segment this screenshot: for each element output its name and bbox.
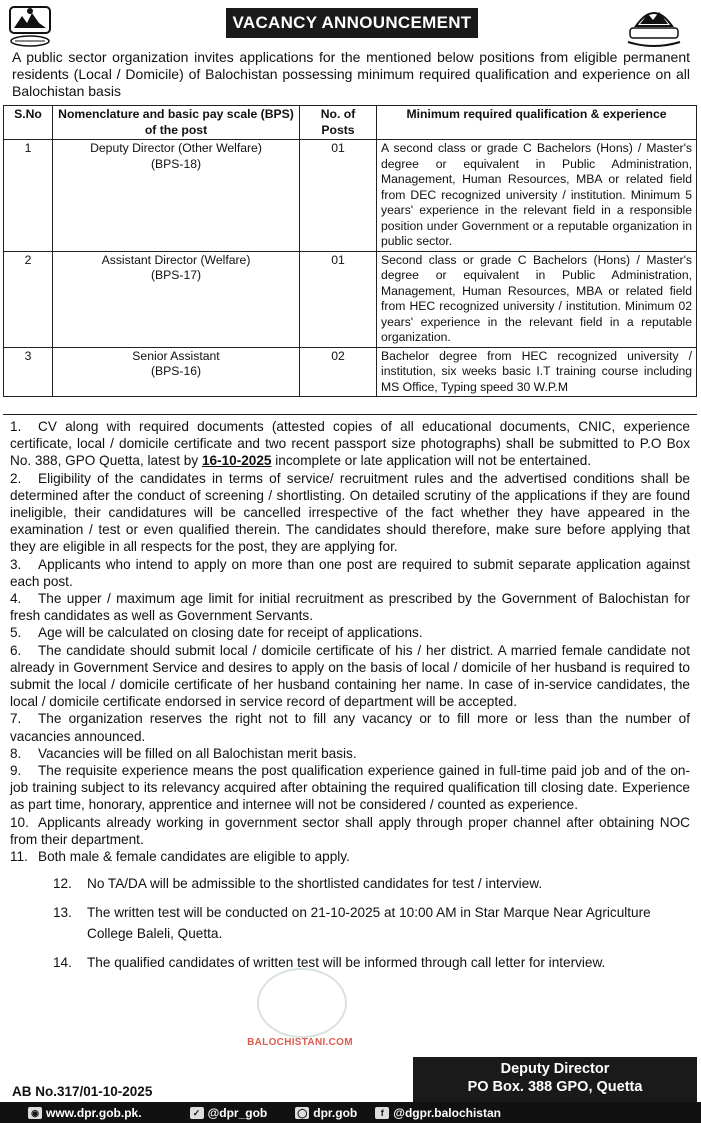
cell-post-name bbox=[53, 140, 300, 252]
cell-posts: 01 bbox=[300, 251, 377, 347]
balochistan-emblem-logo bbox=[8, 4, 52, 48]
term-11: 11. Both male & female candidates are eligible to apply. bbox=[10, 849, 350, 865]
footer-website[interactable]: ◉ www.dpr.gob.pk. bbox=[28, 1106, 142, 1120]
term-9: 9. The requisite experience means the post qualification experience gained in full-time paid job and of the on-job training subject to its relevancy acquired after obtaining the required qualification till closing date. Experience as part time, honorary, apprentice and internee will not be considered / counted as experience. bbox=[10, 763, 690, 813]
footer-bar bbox=[0, 1102, 701, 1123]
cell-sno: 1 bbox=[4, 140, 53, 252]
term-8: 8. Vacancies will be filled on all Balochistan merit basis. bbox=[10, 745, 357, 761]
header bbox=[0, 0, 701, 52]
column-header-posts: No. of Posts bbox=[300, 106, 377, 140]
closing-date: 16-10-2025 bbox=[201, 453, 272, 469]
table-row bbox=[4, 140, 697, 252]
footer-twitter[interactable]: ✓ @dpr_gob bbox=[190, 1106, 268, 1120]
term-7: 7. The organization reserves the right not to fill any vacancy or to fill more or less than the number of vacancies announced. bbox=[10, 711, 690, 744]
term-13: 13. The written test will be conducted on 21-10-2025 at 10:00 AM in Star Marque Near Agriculture College Baleli, Quetta. bbox=[53, 905, 651, 942]
post-bps: (BPS-17) bbox=[150, 268, 202, 282]
cell-post-name bbox=[53, 347, 300, 397]
term-10: 10. Applicants already working in government sector shall apply through proper channel after obtaining NOC from their department. bbox=[10, 814, 690, 847]
government-seal-logo bbox=[622, 4, 686, 48]
signatory-address: PO Box. 388 GPO, Quetta bbox=[467, 1079, 643, 1095]
watermark bbox=[240, 968, 360, 1058]
post-bps: (BPS-16) bbox=[150, 364, 202, 378]
table-header-row bbox=[4, 106, 697, 140]
post-title: Deputy Director (Other Welfare) bbox=[90, 141, 262, 155]
table-row bbox=[4, 251, 697, 347]
term-14: 14. The qualified candidates of written test will be informed through call letter for interview. bbox=[53, 955, 606, 971]
divider bbox=[3, 414, 697, 415]
term-5: 5. Age will be calculated on closing date for receipt of applications. bbox=[10, 625, 423, 641]
ab-number: AB No.317/01-10-2025 bbox=[12, 1084, 153, 1099]
term-1: 1. CV along with required documents (attested copies of all educational documents, CNIC, experience certificate, local / domicile certificate and two recent passport size photographs) shall be submitted to P.O Box No. 388, GPO Quetta, latest by 16-10-2025 incomplete or late application will not be entertained. bbox=[10, 419, 690, 469]
column-header-qualification: Minimum required qualification & experience bbox=[377, 106, 697, 140]
signature-block bbox=[413, 1057, 697, 1102]
intro-paragraph: A public sector organization invites applications for the mentioned below positions from eligible permanent residents (Local / Domicile) of Balochistan possessing minimum required qualification and experience on all Balochistan basis bbox=[12, 49, 690, 99]
watermark-mountain-icon bbox=[257, 968, 347, 1038]
globe-icon: ◉ bbox=[28, 1107, 42, 1119]
column-header-sno: S.No bbox=[4, 106, 53, 140]
term-6: 6. The candidate should submit local / domicile certificate of his / her district. A married female candidate not already in Government Service and desires to apply on the basis of local / domicile of her husband is required to submit the local / domicile certificate of her husband containing her name. In case of in-service candidates, the local / domicile certificate endorsed in service record of department will be accepted. bbox=[10, 642, 690, 710]
footer-instagram[interactable]: ◯ dpr.gob bbox=[297, 1105, 358, 1120]
post-title: Senior Assistant bbox=[132, 348, 220, 363]
column-header-nomenclature: Nomenclature and basic pay scale (BPS) of the post bbox=[53, 106, 300, 140]
cell-qualification: A second class or grade C Bachelors (Hons) / Master's degree or equivalent in Public Administration, Management, Human Resources, MBA or related field from DEC recognized university / institution. Minimum 5 years' experience in the relevant field in a responsible position under Government or a reputable organization in public sector. bbox=[377, 140, 697, 252]
term-4: 4. The upper / maximum age limit for initial recruitment as prescribed by the Government of Balochistan for fresh candidates as well as Government Servants. bbox=[10, 591, 690, 624]
vacancy-table bbox=[3, 105, 697, 397]
term-2: 2. Eligibility of the candidates in terms of service/ recruitment rules and the advertised conditions shall be determined after the conduct of screening / shortlisting. On detailed scrutiny of the applications if they are found ineligible, their candidatures will be cancelled irrespective of the fact whether they have appeared in the examination / test or even qualified therein. The candidates should therefore, make sure before applying that they are eligible in all respects for the post, they are applying for. bbox=[10, 470, 690, 555]
post-bps: (BPS-18) bbox=[150, 156, 202, 171]
facebook-icon: f bbox=[375, 1107, 389, 1119]
signatory-title: Deputy Director bbox=[500, 1061, 610, 1077]
footer-facebook[interactable]: f @dgpr.balochistan bbox=[375, 1106, 501, 1120]
watermark-text: BALOCHISTANI.COM bbox=[247, 1037, 353, 1048]
cell-qualification: Second class or grade C Bachelors (Hons) / Master's degree or equivalent in Public Administration, Management, Human Resources, MBA or related field from HEC recognized university / institution. Minimum 02 years' experience in the relevant field in a reputable organization. bbox=[377, 251, 697, 347]
terms-list bbox=[10, 418, 690, 973]
cell-posts: 01 bbox=[300, 140, 377, 252]
cell-posts: 02 bbox=[300, 347, 377, 397]
table-row bbox=[4, 347, 697, 397]
cell-sno: 2 bbox=[4, 251, 53, 347]
term-12: 12. No TA/DA will be admissible to the shortlisted candidates for test / interview. bbox=[53, 876, 543, 892]
post-title: Assistant Director (Welfare) bbox=[101, 252, 251, 267]
cell-post-name bbox=[53, 251, 300, 347]
page-title: VACANCY ANNOUNCEMENT bbox=[226, 8, 478, 38]
term-3: 3. Applicants who intend to apply on more than one post are required to submit separate application against each post. bbox=[10, 556, 690, 589]
instagram-icon: ◯ bbox=[297, 1107, 308, 1118]
cell-sno: 3 bbox=[4, 347, 53, 397]
cell-qualification: Bachelor degree from HEC recognized university / institution, six weeks basic I.T training course including MS Office, Typing speed 30 W.P.M bbox=[377, 347, 697, 397]
twitter-icon: ✓ bbox=[190, 1107, 204, 1119]
